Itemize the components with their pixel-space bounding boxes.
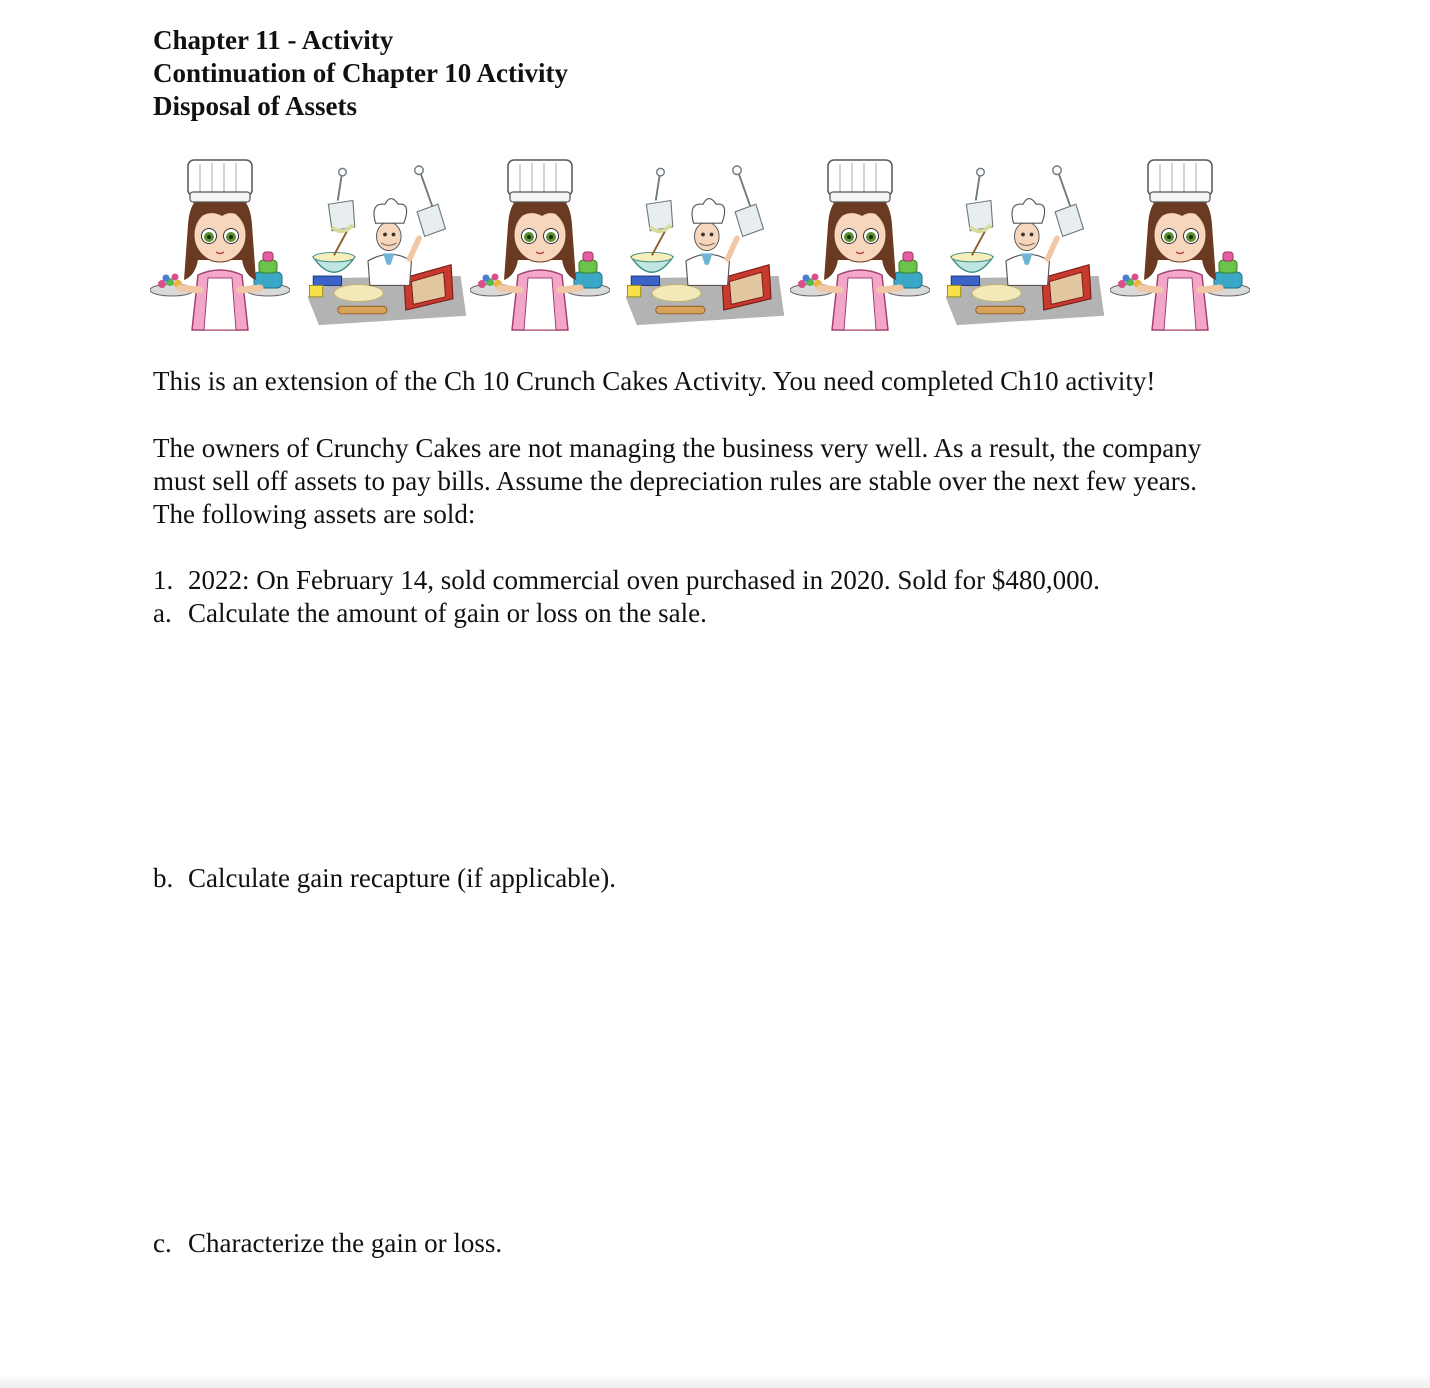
question-number: 1. bbox=[153, 565, 174, 595]
topic-subtitle: Disposal of Assets bbox=[153, 91, 358, 121]
baker-girl-illustration bbox=[470, 150, 610, 335]
question-text: 2022: On February 14, sold commercial oven purchased in 2020. Sold for $480,000. bbox=[188, 565, 1100, 595]
question-part-a bbox=[153, 597, 707, 630]
chapter-title: Chapter 11 - Activity bbox=[153, 25, 394, 55]
baker-illustration-banner bbox=[150, 150, 1260, 335]
question-part-b bbox=[153, 862, 616, 895]
title-block bbox=[153, 24, 568, 123]
chef-baking-illustration bbox=[618, 150, 788, 335]
baker-girl-illustration bbox=[790, 150, 930, 335]
extension-note: This is an extension of the Ch 10 Crunch Cakes Activity. You need completed Ch10 activity! bbox=[153, 366, 1156, 396]
part-marker: c. bbox=[153, 1228, 172, 1258]
scenario-line-3: The following assets are sold: bbox=[153, 499, 476, 529]
question-part-c bbox=[153, 1227, 502, 1260]
chef-baking-illustration bbox=[938, 150, 1108, 335]
continuation-subtitle: Continuation of Chapter 10 Activity bbox=[153, 58, 569, 88]
question-1 bbox=[153, 564, 1100, 597]
baker-girl-illustration bbox=[1110, 150, 1250, 335]
baker-girl-illustration bbox=[150, 150, 290, 335]
part-text: Characterize the gain or loss. bbox=[188, 1228, 503, 1258]
chef-baking-illustration bbox=[300, 150, 470, 335]
scenario-line-2: must sell off assets to pay bills. Assume the depreciation rules are stable over the next few years. bbox=[153, 466, 1197, 496]
part-text: Calculate the amount of gain or loss on the sale. bbox=[188, 598, 707, 628]
scenario-line-1: The owners of Crunchy Cakes are not managing the business very well. As a result, the company bbox=[153, 433, 1202, 463]
part-marker: a. bbox=[153, 598, 172, 628]
page-bottom-edge bbox=[0, 1374, 1430, 1388]
part-text: Calculate gain recapture (if applicable). bbox=[188, 863, 617, 893]
part-marker: b. bbox=[153, 863, 174, 893]
